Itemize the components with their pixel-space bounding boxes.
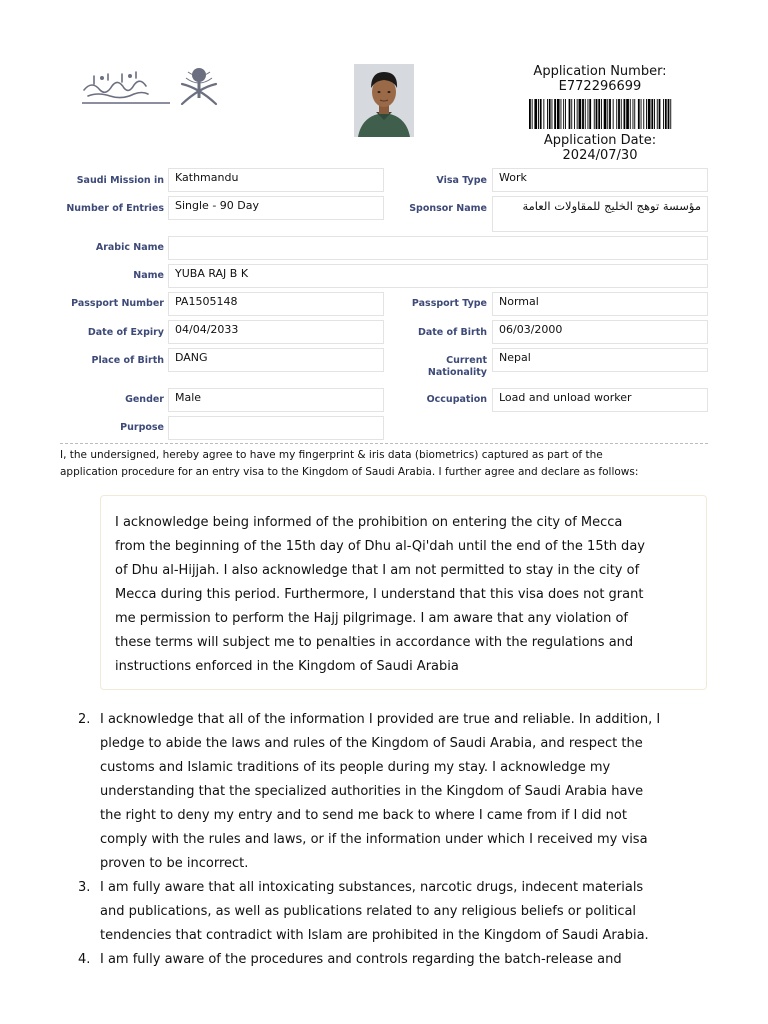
- barcode-bar: [663, 99, 664, 129]
- barcode-bar: [571, 99, 572, 129]
- barcode-bar: [621, 99, 622, 129]
- field-number-of-entries: Single - 90 Day: [168, 196, 384, 220]
- section-divider: [60, 443, 708, 444]
- label-place-of-birth: Place of Birth: [91, 355, 164, 366]
- list-item: [78, 708, 718, 876]
- barcode-bar: [598, 99, 600, 129]
- barcode-bar: [554, 99, 556, 129]
- field-sponsor-name: مؤسسة توهج الخليج للمقاولات العامة: [492, 196, 708, 232]
- barcode-bar: [589, 99, 591, 129]
- notice-line: from the beginning of the 15th day of Dhu al-Qi'dah until the end of the 15th day: [115, 539, 645, 554]
- list-item: [78, 948, 718, 972]
- notice-line: I acknowledge being informed of the prohibition on entering the city of Mecca: [115, 515, 623, 530]
- barcode-bar: [624, 99, 626, 129]
- declaration-intro-line: application procedure for an entry visa to the Kingdom of Saudi Arabia. I further agree and declare as follows:: [60, 466, 639, 478]
- barcode-bar: [585, 99, 586, 129]
- barcode-bar: [609, 99, 611, 129]
- list-item-line: tendencies that contradict with Islam are prohibited in the Kingdom of Saudi Arabia.: [100, 928, 649, 943]
- mecca-notice-card: [100, 495, 707, 690]
- field-passport-type: Normal: [492, 292, 708, 316]
- label-passport-number: Passport Number: [71, 298, 164, 309]
- barcode-bar: [543, 99, 544, 129]
- label-current-nationality-line1: Current: [446, 355, 487, 366]
- barcode-bar: [626, 99, 629, 129]
- barcode-bar: [630, 99, 631, 129]
- application-date: 2024/07/30: [562, 148, 638, 163]
- barcode-bar: [634, 99, 635, 129]
- label-date-of-expiry: Date of Expiry: [87, 327, 164, 338]
- label-arabic-name: Arabic Name: [95, 242, 164, 253]
- barcode-bar: [577, 99, 578, 129]
- barcode-bar: [529, 99, 531, 129]
- declaration-list: [78, 708, 718, 972]
- barcode-bar: [616, 99, 617, 129]
- field-date-of-birth: 06/03/2000: [492, 320, 708, 344]
- label-purpose: Purpose: [120, 422, 164, 433]
- barcode-bar: [601, 99, 602, 129]
- barcode-bar: [618, 99, 620, 129]
- field-arabic-name: [168, 236, 708, 260]
- barcode-bar: [633, 99, 634, 129]
- barcode-bar: [588, 99, 589, 129]
- barcode-bar: [547, 99, 548, 129]
- barcode-bar: [569, 99, 571, 129]
- barcode-bar: [665, 99, 667, 129]
- list-item: [78, 876, 718, 948]
- barcode-bar: [579, 99, 582, 129]
- barcode-bar: [659, 99, 661, 129]
- list-item-line: understanding that the specialized authorities in the Kingdom of Saudi Arabia have: [100, 784, 644, 799]
- label-current-nationality: [390, 355, 487, 379]
- list-item-line: customs and Islamic traditions of its people during my stay. I acknowledge my: [100, 760, 611, 775]
- application-info: [520, 64, 680, 163]
- field-gender: Male: [168, 388, 384, 412]
- label-sponsor-name: Sponsor Name: [409, 203, 487, 214]
- declaration-intro-line: I, the undersigned, hereby agree to have my fingerprint & iris data (biometrics) captured as part of the: [60, 449, 603, 461]
- barcode-bar: [540, 99, 542, 129]
- barcode-bar: [654, 99, 655, 129]
- barcode-bar: [549, 99, 551, 129]
- list-item-line: pledge to abide the laws and rules of the Kingdom of Saudi Arabia, and respect the: [100, 736, 643, 751]
- field-visa-type: Work: [492, 168, 708, 192]
- list-item-line: and publications, as well as publications related to any religious beliefs or political: [100, 904, 637, 919]
- application-number-label: Application Number:: [533, 64, 667, 79]
- field-passport-number: PA1505148: [168, 292, 384, 316]
- barcode-bar: [641, 99, 642, 129]
- barcode-bar: [561, 99, 562, 129]
- application-date-label: Application Date:: [543, 133, 657, 148]
- label-number-of-entries: Number of Entries: [66, 203, 164, 214]
- field-saudi-mission: Kathmandu: [168, 168, 384, 192]
- barcode-bar: [596, 99, 598, 129]
- field-purpose: [168, 416, 384, 440]
- barcode-bar: [643, 99, 644, 129]
- barcode-bar: [565, 99, 566, 129]
- declaration-intro: [60, 447, 710, 481]
- list-item-number: 3.: [78, 880, 91, 895]
- ministry-logo: [78, 66, 228, 116]
- barcode-bar: [670, 99, 671, 129]
- label-name: Name: [133, 270, 164, 281]
- barcode-bar: [557, 99, 560, 129]
- applicant-photo: [354, 64, 414, 137]
- list-item-line: the right to deny my entry and to send me back to where I came from if I did not: [100, 808, 627, 823]
- list-item-line: comply with the rules and laws, or if the information under which I received my visa: [100, 832, 648, 847]
- label-gender: Gender: [125, 394, 164, 405]
- field-date-of-expiry: 04/04/2033: [168, 320, 384, 344]
- label-current-nationality-line2: Nationality: [427, 367, 487, 378]
- barcode-bar: [651, 99, 653, 129]
- barcode-bar: [613, 99, 614, 129]
- list-item-line: I am fully aware of the procedures and controls regarding the batch-release and: [100, 952, 622, 967]
- barcode-bar: [563, 99, 564, 129]
- barcode-bar: [646, 99, 647, 129]
- barcode: [525, 98, 675, 130]
- barcode-bar: [657, 99, 658, 129]
- list-item-number: 4.: [78, 952, 91, 967]
- label-occupation: Occupation: [426, 394, 487, 405]
- field-occupation: Load and unload worker: [492, 388, 708, 412]
- list-item-line: I am fully aware that all intoxicating substances, narcotic drugs, indecent materials: [100, 880, 644, 895]
- barcode-bar: [604, 99, 607, 129]
- field-place-of-birth: DANG: [168, 348, 384, 372]
- label-visa-type: Visa Type: [436, 175, 487, 186]
- notice-line: these terms will subject me to penalties in accordance with the regulations and: [115, 635, 634, 650]
- list-item-line: I acknowledge that all of the information I provided are true and reliable. In addition, I: [100, 712, 661, 727]
- barcode-bar: [532, 99, 533, 129]
- label-saudi-mission: Saudi Mission in: [76, 175, 164, 186]
- notice-line: instructions enforced in the Kingdom of Saudi Arabia: [115, 659, 459, 674]
- barcode-bar: [638, 99, 640, 129]
- barcode-bar: [552, 99, 553, 129]
- barcode-bar: [582, 99, 584, 129]
- label-date-of-birth: Date of Birth: [417, 327, 487, 338]
- barcode-bar: [538, 99, 539, 129]
- field-current-nationality: Nepal: [492, 348, 708, 372]
- application-number: E772296699: [558, 79, 642, 94]
- list-item-line: proven to be incorrect.: [100, 856, 249, 871]
- barcode-bar: [534, 99, 537, 129]
- barcode-bar: [594, 99, 595, 129]
- barcode-bar: [574, 99, 575, 129]
- notice-line: Mecca during this period. Furthermore, I understand that this visa does not grant: [115, 587, 644, 602]
- barcode-bar: [668, 99, 670, 129]
- barcode-bar: [607, 99, 608, 129]
- notice-line: of Dhu al-Hijjah. I also acknowledge that I am not permitted to stay in the city of: [115, 563, 640, 578]
- field-name: YUBA RAJ B K: [168, 264, 708, 288]
- notice-line: me permission to perform the Hajj pilgrimage. I am aware that any violation of: [115, 611, 628, 626]
- label-passport-type: Passport Type: [411, 298, 487, 309]
- list-item-number: 2.: [78, 712, 91, 727]
- barcode-bar: [648, 99, 651, 129]
